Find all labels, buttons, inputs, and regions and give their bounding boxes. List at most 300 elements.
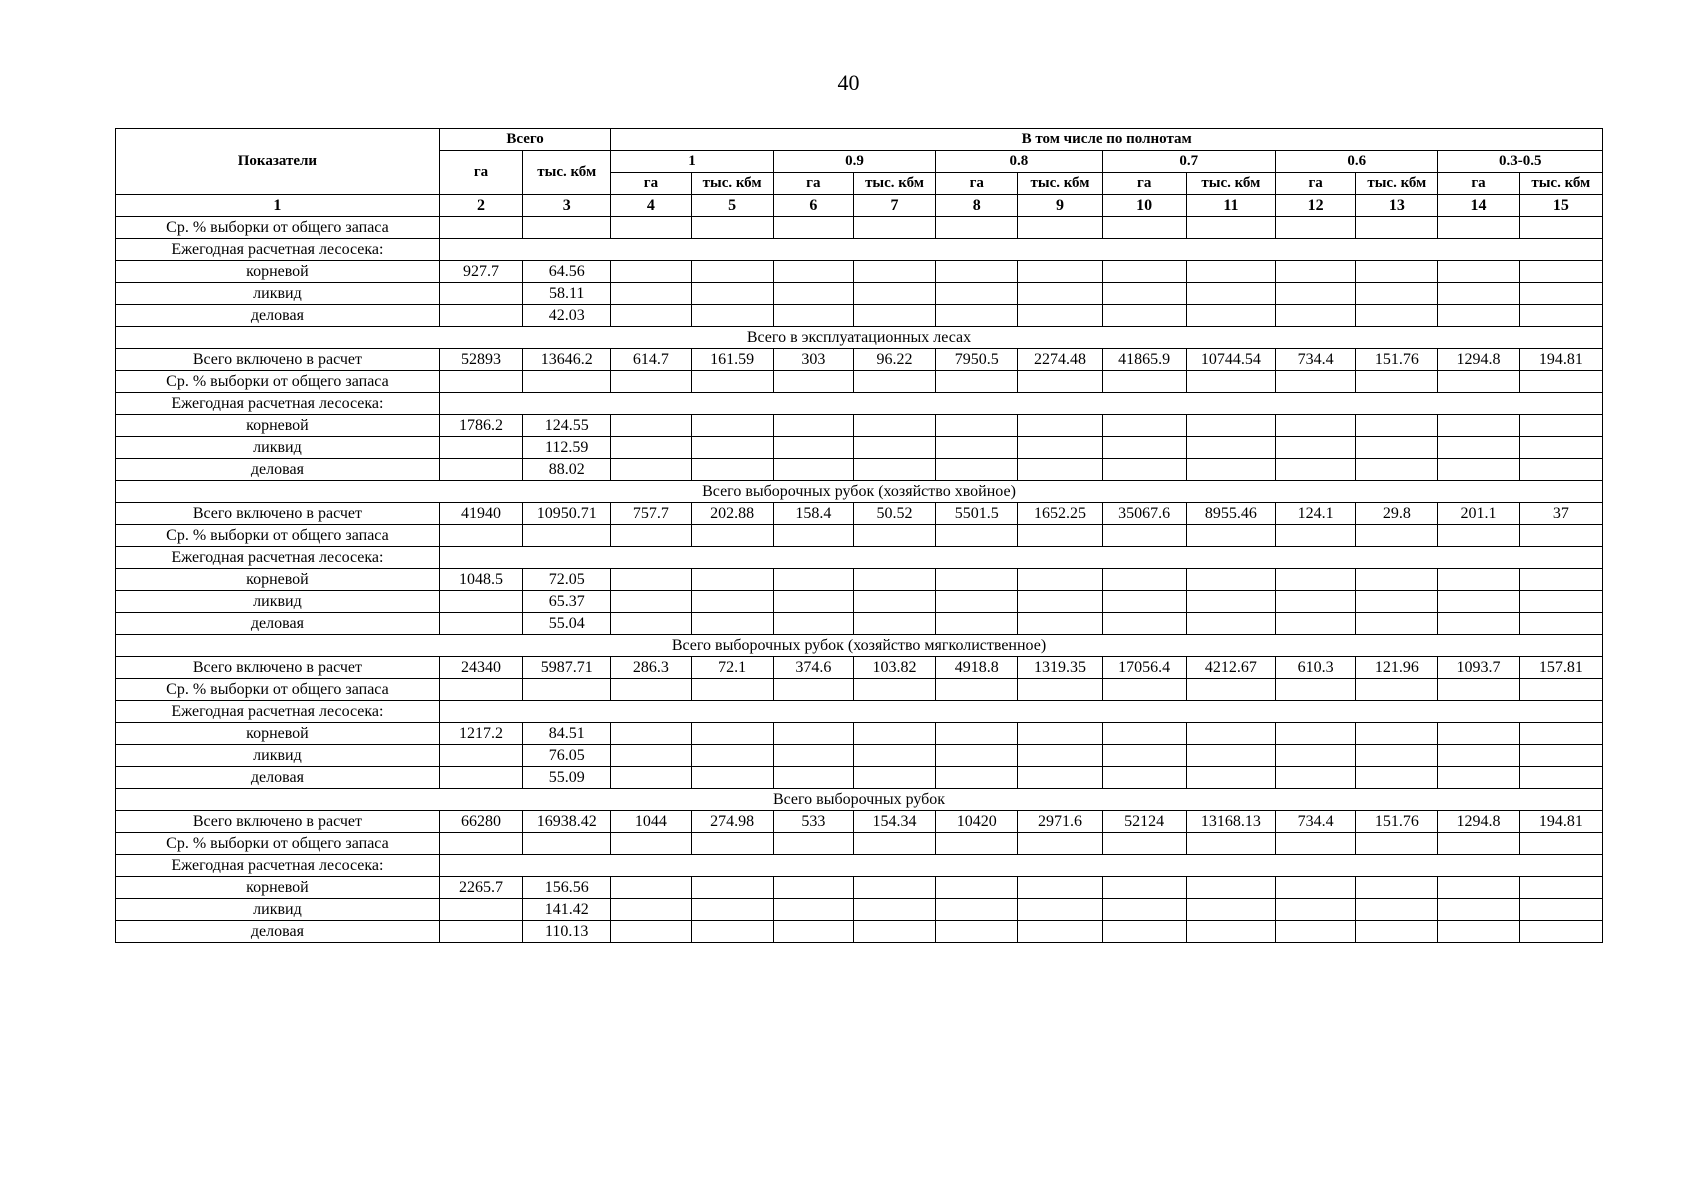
table-cell: 274.98 [691,811,773,833]
table-row [116,569,1603,591]
table-cell [691,833,773,855]
table-cell [936,437,1018,459]
table-cell: 29.8 [1356,503,1438,525]
table-cell [1186,613,1275,635]
table-cell [611,261,691,283]
table-cell [1018,877,1102,899]
table-cell [853,415,935,437]
row-label: Ежегодная расчетная лесосека: [116,701,440,723]
table-cell [1018,217,1102,239]
table-cell [1018,371,1102,393]
table-cell [1276,283,1356,305]
header-unit-volume: тыс. кбм [1018,173,1102,195]
table-cell: 64.56 [523,261,611,283]
table-cell [1438,833,1519,855]
table-cell: 1319.35 [1018,657,1102,679]
table-cell [1276,305,1356,327]
table-cell [1519,415,1602,437]
table-cell [1356,305,1438,327]
table-cell [1519,877,1602,899]
table-cell: 734.4 [1276,349,1356,371]
table-cell: 42.03 [523,305,611,327]
header-including-by-density: В том числе по полнотам [611,129,1603,151]
table-cell: 124.55 [523,415,611,437]
row-label: корневой [116,415,440,437]
table-cell [1018,591,1102,613]
table-cell [773,261,853,283]
table-cell [936,261,1018,283]
table-cell [1186,415,1275,437]
table-body [116,217,1603,943]
table-row [116,723,1603,745]
table-cell [611,679,691,701]
table-cell [611,921,691,943]
section-title: Всего выборочных рубок (хозяйство хвойное) [116,481,1603,503]
row-label: Ср. % выборки от общего запаса [116,371,440,393]
table-cell [1276,459,1356,481]
table-cell [1356,459,1438,481]
table-cell: 88.02 [523,459,611,481]
table-cell [1519,283,1602,305]
table-row [116,811,1603,833]
table-cell: 151.76 [1356,349,1438,371]
table-cell [1276,437,1356,459]
table-cell: 533 [773,811,853,833]
table-cell [1356,899,1438,921]
column-number: 13 [1356,195,1438,217]
table-cell [1102,745,1186,767]
row-label: Ежегодная расчетная лесосека: [116,855,440,877]
table-cell [1102,679,1186,701]
table-cell [1438,283,1519,305]
table-cell [1276,723,1356,745]
table-cell [1276,767,1356,789]
row-label: Всего включено в расчет [116,657,440,679]
table-cell [439,745,522,767]
table-cell: 1048.5 [439,569,522,591]
table-cell: 112.59 [523,437,611,459]
table-cell: 84.51 [523,723,611,745]
section-row [116,789,1603,811]
table-cell [1186,877,1275,899]
table-cell [439,437,522,459]
header-unit-ha: га [936,173,1018,195]
table-cell: 10744.54 [1186,349,1275,371]
table-cell [1018,723,1102,745]
table-cell [439,679,522,701]
table-cell [523,833,611,855]
table-cell: 10420 [936,811,1018,833]
table-cell [691,569,773,591]
table-cell [1102,525,1186,547]
empty-cell [439,547,1602,569]
table-cell [611,591,691,613]
table-cell [1519,591,1602,613]
table-cell: 110.13 [523,921,611,943]
header-total: Всего [439,129,610,151]
table-cell [853,371,935,393]
table-cell [691,459,773,481]
table-cell: 76.05 [523,745,611,767]
table-cell [439,525,522,547]
row-label: Ср. % выборки от общего запаса [116,217,440,239]
table-cell [1018,899,1102,921]
table-cell [1186,217,1275,239]
table-cell [936,525,1018,547]
row-label: корневой [116,569,440,591]
table-cell [1102,723,1186,745]
header-unit-volume: тыс. кбм [853,173,935,195]
table-cell [611,371,691,393]
section-row [116,327,1603,349]
table-cell [1276,833,1356,855]
table-cell: 2971.6 [1018,811,1102,833]
table-row [116,415,1603,437]
table-cell [773,459,853,481]
table-cell: 41865.9 [1102,349,1186,371]
table-cell [1438,767,1519,789]
table-cell [773,415,853,437]
table-cell [936,679,1018,701]
table-row [116,349,1603,371]
table-cell [773,833,853,855]
table-cell [936,371,1018,393]
table-cell [1356,261,1438,283]
table-cell: 35067.6 [1102,503,1186,525]
row-label: Ср. % выборки от общего запаса [116,833,440,855]
column-number: 14 [1438,195,1519,217]
label-row [116,855,1603,877]
table-cell [1102,921,1186,943]
table-row [116,745,1603,767]
table-cell [439,371,522,393]
table-cell [1276,591,1356,613]
row-label: ликвид [116,283,440,305]
table-cell [1102,261,1186,283]
table-cell [773,745,853,767]
table-cell [936,217,1018,239]
table-cell [691,745,773,767]
table-cell [1186,591,1275,613]
row-label: Ежегодная расчетная лесосека: [116,393,440,415]
table-cell [523,679,611,701]
table-cell [1519,679,1602,701]
table-cell [1276,525,1356,547]
table-cell [1102,613,1186,635]
table-cell: 52893 [439,349,522,371]
table-cell [936,591,1018,613]
table-cell [1519,899,1602,921]
table-cell: 1294.8 [1438,349,1519,371]
table-cell [936,305,1018,327]
table-cell: 1652.25 [1018,503,1102,525]
table-cell [611,745,691,767]
table-cell: 2265.7 [439,877,522,899]
table-cell [1276,371,1356,393]
table-cell: 1294.8 [1438,811,1519,833]
table-cell: 151.76 [1356,811,1438,833]
table-cell [1519,525,1602,547]
label-row [116,547,1603,569]
row-label: ликвид [116,745,440,767]
table-cell [1186,723,1275,745]
table-cell [853,283,935,305]
table-cell [1276,877,1356,899]
table-cell [691,723,773,745]
row-label: корневой [116,261,440,283]
row-label: ликвид [116,437,440,459]
table-cell [1356,371,1438,393]
table-cell [1102,217,1186,239]
table-cell [936,921,1018,943]
table-cell [1438,437,1519,459]
table-cell [773,569,853,591]
table-cell: 734.4 [1276,811,1356,833]
table-row [116,283,1603,305]
row-label: Всего включено в расчет [116,349,440,371]
header-density: 0.6 [1276,151,1438,173]
table-cell [1519,305,1602,327]
table-cell: 4212.67 [1186,657,1275,679]
table-cell: 13168.13 [1186,811,1275,833]
table-cell: 1093.7 [1438,657,1519,679]
table-cell [1186,899,1275,921]
table-cell [1356,415,1438,437]
table-cell: 24340 [439,657,522,679]
table-cell [853,723,935,745]
table-cell [1519,767,1602,789]
table-cell [439,305,522,327]
table-cell [1519,217,1602,239]
header-unit-ha: га [1102,173,1186,195]
table-cell: 610.3 [1276,657,1356,679]
table-cell [773,437,853,459]
table-cell [853,899,935,921]
row-label: Ежегодная расчетная лесосека: [116,239,440,261]
column-number: 5 [691,195,773,217]
table-cell [1186,767,1275,789]
table-cell [1186,283,1275,305]
table-row [116,525,1603,547]
page-number: 40 [837,70,860,95]
header-unit-volume: тыс. кбм [1519,173,1602,195]
table-cell [1519,921,1602,943]
table-cell [1519,569,1602,591]
table-cell [853,613,935,635]
table-cell: 58.11 [523,283,611,305]
table-cell [1356,613,1438,635]
table-cell: 65.37 [523,591,611,613]
table-cell: 66280 [439,811,522,833]
table-row [116,459,1603,481]
header-density: 0.7 [1102,151,1275,173]
table-cell: 4918.8 [936,657,1018,679]
table-cell: 72.05 [523,569,611,591]
table-cell: 37 [1519,503,1602,525]
table-cell [691,261,773,283]
table-cell [1356,833,1438,855]
table-cell [691,899,773,921]
table-cell [1356,569,1438,591]
table-cell [611,613,691,635]
table-row [116,371,1603,393]
table-cell [936,833,1018,855]
table-cell [1186,261,1275,283]
table-cell: 154.34 [853,811,935,833]
row-label: Ср. % выборки от общего запаса [116,525,440,547]
table-cell [691,591,773,613]
section-title: Всего выборочных рубок [116,789,1603,811]
table-cell [1356,283,1438,305]
table-cell [773,877,853,899]
table-cell [773,371,853,393]
table-row [116,877,1603,899]
table-cell [773,283,853,305]
row-label: деловая [116,613,440,635]
empty-cell [439,239,1602,261]
table-row [116,899,1603,921]
table-cell [691,525,773,547]
table-cell [1018,569,1102,591]
table-cell [1356,217,1438,239]
table-cell [439,921,522,943]
table-cell [1438,591,1519,613]
table-cell [1018,833,1102,855]
column-number: 2 [439,195,522,217]
table-cell [691,217,773,239]
table-cell [1356,437,1438,459]
table-cell [853,921,935,943]
table-row [116,921,1603,943]
table-cell [773,921,853,943]
table-cell [1186,679,1275,701]
table-cell [439,217,522,239]
table-cell [611,459,691,481]
table-cell [1018,525,1102,547]
table-cell: 1786.2 [439,415,522,437]
table-cell [691,283,773,305]
table-cell: 374.6 [773,657,853,679]
table-cell [1186,459,1275,481]
table-cell [1438,679,1519,701]
table-cell: 5987.71 [523,657,611,679]
table-cell [936,459,1018,481]
column-number: 4 [611,195,691,217]
table-cell [1438,877,1519,899]
table-cell [1519,833,1602,855]
row-label: ликвид [116,899,440,921]
table-cell [439,459,522,481]
row-label: деловая [116,921,440,943]
table-cell [691,767,773,789]
table-cell: 1217.2 [439,723,522,745]
table-cell [611,877,691,899]
row-label: деловая [116,767,440,789]
row-label: корневой [116,723,440,745]
table-cell [1438,569,1519,591]
table-cell [936,877,1018,899]
table-cell: 2274.48 [1018,349,1102,371]
table-cell [936,613,1018,635]
table-cell [1276,261,1356,283]
label-row [116,393,1603,415]
table-cell [611,305,691,327]
table-cell [773,525,853,547]
table-cell [439,591,522,613]
row-label: Всего включено в расчет [116,503,440,525]
table-cell [611,283,691,305]
table-cell [936,415,1018,437]
table-row [116,833,1603,855]
table-cell [1438,525,1519,547]
table-cell [1102,305,1186,327]
table-cell [1356,921,1438,943]
table-cell [853,745,935,767]
table-cell: 103.82 [853,657,935,679]
table-cell [773,899,853,921]
table-cell [1186,833,1275,855]
table-cell [439,283,522,305]
header-density: 1 [611,151,773,173]
table-cell: 52124 [1102,811,1186,833]
empty-cell [439,393,1602,415]
table-cell [1438,745,1519,767]
table-cell [1018,459,1102,481]
table-cell [773,217,853,239]
header-unit-ha: га [611,173,691,195]
table-cell [1356,723,1438,745]
table-cell [1519,261,1602,283]
table-cell [1438,459,1519,481]
header-unit-ha: га [1438,173,1519,195]
table-cell: 202.88 [691,503,773,525]
table-cell [1102,591,1186,613]
table-cell: 72.1 [691,657,773,679]
table-cell [691,371,773,393]
table-cell: 194.81 [1519,349,1602,371]
table-cell: 96.22 [853,349,935,371]
table-cell [1186,305,1275,327]
column-number: 3 [523,195,611,217]
table-cell [1356,745,1438,767]
table-cell [1018,261,1102,283]
row-label: деловая [116,305,440,327]
report-table [115,128,1603,943]
header-unit-volume: тыс. кбм [691,173,773,195]
table-cell [1018,437,1102,459]
table-cell [611,723,691,745]
column-number: 1 [116,195,440,217]
table-cell [1186,745,1275,767]
table-cell: 614.7 [611,349,691,371]
table-cell [691,305,773,327]
table-cell [1356,591,1438,613]
section-title: Всего в эксплуатационных лесах [116,327,1603,349]
table-cell: 158.4 [773,503,853,525]
table-cell [611,569,691,591]
column-number: 6 [773,195,853,217]
header-density: 0.3-0.5 [1438,151,1603,173]
header-indicators: Показатели [116,129,440,195]
table-row [116,437,1603,459]
table-cell [936,569,1018,591]
table-cell [936,745,1018,767]
table-cell [1519,459,1602,481]
table-cell [1186,437,1275,459]
section-title: Всего выборочных рубок (хозяйство мягколиственное) [116,635,1603,657]
table-cell [1102,415,1186,437]
table-cell [1276,217,1356,239]
